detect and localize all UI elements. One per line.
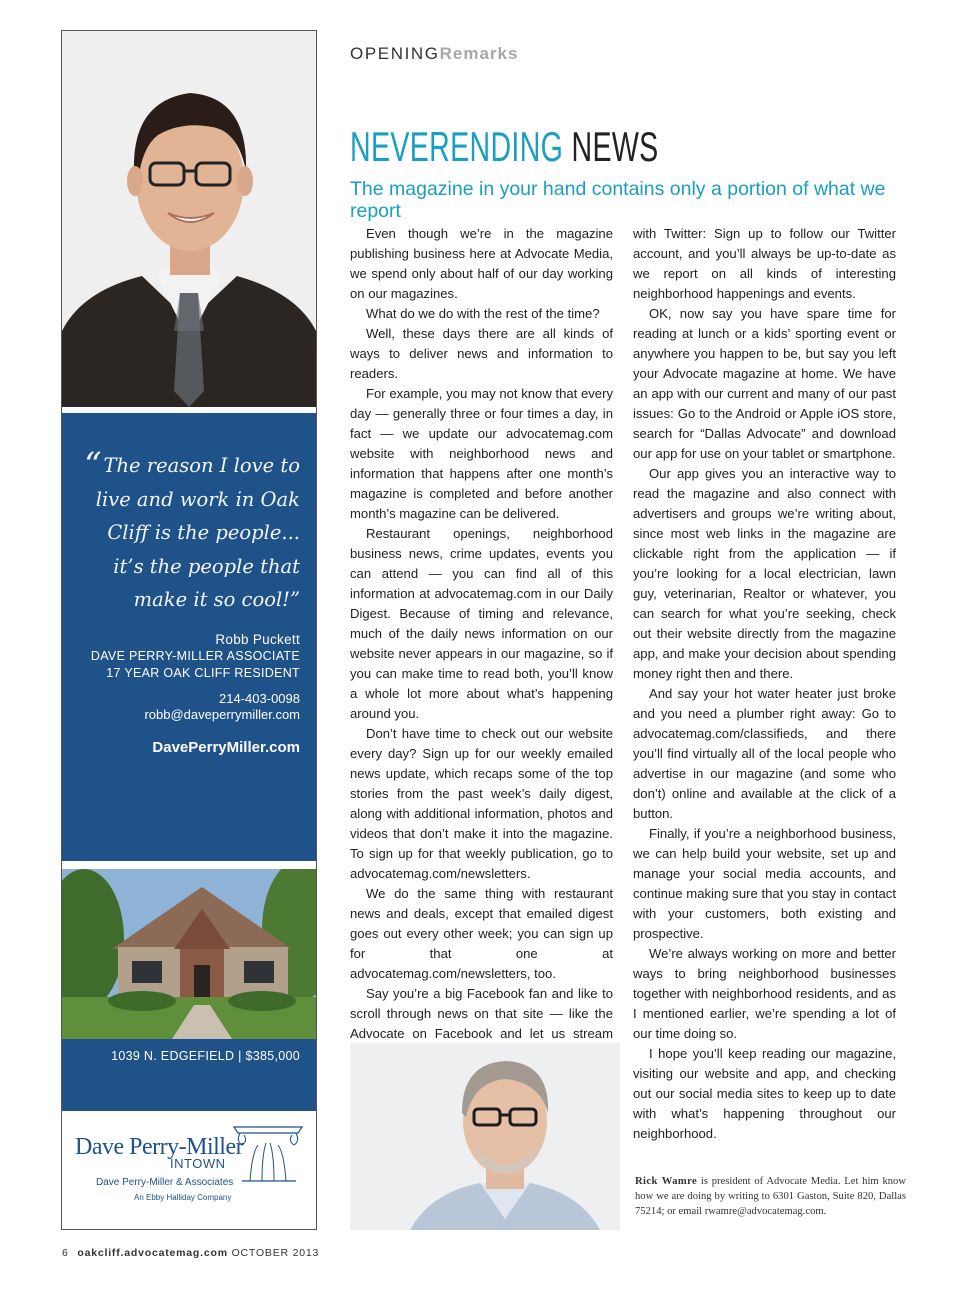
logo-intown: INTOWN	[170, 1156, 226, 1171]
agent-info	[91, 631, 300, 682]
author-photo	[350, 1043, 620, 1230]
brokerage-logo	[62, 1111, 316, 1229]
paragraph: OK, now say you have spare time for reading at lunch or a kids’ sporting event or anywhere you happen to be, but say you left your Advocate magazine at home. We have an app with our current and many of our past issues: Go to the Android or Apple iOS store, search for “Dallas Advocate” and download our app for use on your tablet or smartphone.	[633, 306, 896, 461]
author-name: Rick Wamre	[635, 1176, 698, 1187]
footer-issue: OCTOBER 2013	[231, 1247, 320, 1259]
logo-name: Dave Perry-Miller	[75, 1134, 244, 1160]
agent-quote	[80, 445, 300, 617]
real-estate-ad	[61, 30, 317, 1230]
paragraph: Restaurant openings, neighborhood business news, crime updates, events you can attend — you can find all of this information at advocatemag.com in our Daily Digest. Because of timing and relevance, much of the daily news information on our website never appears in our magazine, so if you can make time to read both, you’ll know a whole lot more about what’s happening around you.	[350, 526, 613, 721]
listing-text: 1039 N. EDGEFIELD | $385,000	[111, 1049, 300, 1063]
agent-name: Robb Puckett	[215, 632, 300, 647]
agent-email[interactable]: robb@daveperrymiller.com	[144, 706, 300, 722]
paragraph: For example, you may not know that every day — generally three or four times a day, in fact — we update our advocatemag.com website with neighborhood news and information that happens after one month’s magazine is completed and before another month’s magazine can be delivered.	[350, 386, 613, 521]
paragraph: Don’t have time to check out our website every day? Sign up for our weekly emailed news update, which recaps some of the top stories from the past week’s daily digest, along with additional information, photos and videos that don’t make it into the magazine. To sign up for that weekly publication, go to advocatemag.com/newsletters.	[350, 726, 613, 881]
paragraph-continued: with Twitter: Sign up to follow our Twitter account, and you’ll always be up-to-date as we report on all kinds of interesting neighborhood happenings and events.	[633, 226, 896, 301]
agent-phone[interactable]: 214-403-0098	[219, 691, 300, 706]
paragraph: Finally, if you’re a neighborhood business, we can help build your website, set up and manage your social media accounts, and continue making sure that you stay in contact with your customers, both existing and prospective.	[633, 826, 896, 941]
paragraph: We do the same thing with restaurant news and deals, except that emailed digest goes out every other week; you can sign up for that one at advocatemag.com/newsletters, too.	[350, 886, 613, 981]
page-footer	[62, 1247, 319, 1259]
section-header-opening: OPENING	[350, 44, 440, 63]
paragraph: Well, these days there are all kinds of ways to deliver news and information to readers.	[350, 326, 613, 381]
paragraph: Say you’re a big Facebook fan and like to scroll through news on that site — like the Advocate on Facebook and let us stream	[350, 986, 613, 1041]
deck: The magazine in your hand contains only a portion of what we report	[350, 178, 886, 222]
agent-website[interactable]: DavePerryMiller.com	[152, 739, 300, 756]
paragraph: And say your hot water heater just broke and you need a plumber right away: Go to advocatemag.com/classifieds, and there you’ll find virtually all of the local people who advertise in our magazine (and some who don’t) online and available at the click of a button.	[633, 686, 896, 821]
agent-residency: 17 YEAR OAK CLIFF RESIDENT	[106, 666, 300, 680]
column-capital-icon	[232, 1123, 304, 1185]
headline-part-2: NEWS	[571, 123, 659, 170]
paragraph: I hope you’ll keep reading our magazine, visiting our website and app, and checking out our social media sites to keep up to date with what’s happening throughout our neighborhood.	[633, 1046, 896, 1141]
section-header	[350, 44, 518, 64]
author-bio	[635, 1174, 906, 1219]
ad-quote-panel	[62, 413, 316, 861]
agent-title: DAVE PERRY-MILLER ASSOCIATE	[90, 649, 300, 663]
agent-photo	[62, 31, 316, 407]
paragraph: Our app gives you an interactive way to read the magazine and also connect with advertisers and groups we’re writing about, since most web links in the magazine are clickable right from the application — if you’re looking for a local electrician, lawn guy, veterinarian, Realtor or whatever, you can search for what you’re seeking, check out their website directly from the magazine app, and make your decision about spending money right then and there.	[633, 466, 896, 681]
article-column-1	[350, 224, 613, 1064]
logo-associates: Dave Perry-Miller & Associates	[96, 1177, 234, 1188]
footer-url[interactable]: oakcliff.advocatemag.com	[77, 1247, 228, 1259]
headline	[350, 118, 659, 174]
headline-text	[350, 118, 659, 176]
logo-ebby: An Ebby Halliday Company	[134, 1193, 232, 1202]
section-header-remarks: Remarks	[439, 44, 519, 63]
house-illustration	[62, 869, 316, 1039]
paragraph: What do we do with the rest of the time?	[366, 306, 600, 321]
listing-address	[62, 1039, 316, 1111]
quote-mark: “	[84, 445, 102, 485]
page-number: 6	[62, 1247, 69, 1259]
quote-text: The reason I love to live and work in Oak Cliff is the people... it’s the people that make it so cool!”	[95, 454, 300, 611]
author-portrait-illustration	[350, 1043, 620, 1230]
house-photo	[62, 869, 316, 1039]
author-bio-text: is president of Advocate Media. Let him know how we are doing by writing to 6301 Gaston, Suite 820, Dallas 75214; or email rwamre@advocatemag.com.	[635, 1176, 906, 1217]
paragraph: Even though we’re in the magazine publishing business here at Advocate Media, we spend only about half of our day working on our magazines.	[350, 226, 613, 301]
agent-portrait-illustration	[62, 31, 316, 407]
paragraph: We’re always working on more and better ways to bring neighborhood businesses together with neighborhood residents, and as I mentioned earlier, we’re spending a lot of our time doing so.	[633, 946, 896, 1041]
headline-part-1: NEVERENDING	[350, 123, 564, 170]
agent-contact	[144, 691, 300, 722]
article-column-2	[633, 224, 896, 1144]
